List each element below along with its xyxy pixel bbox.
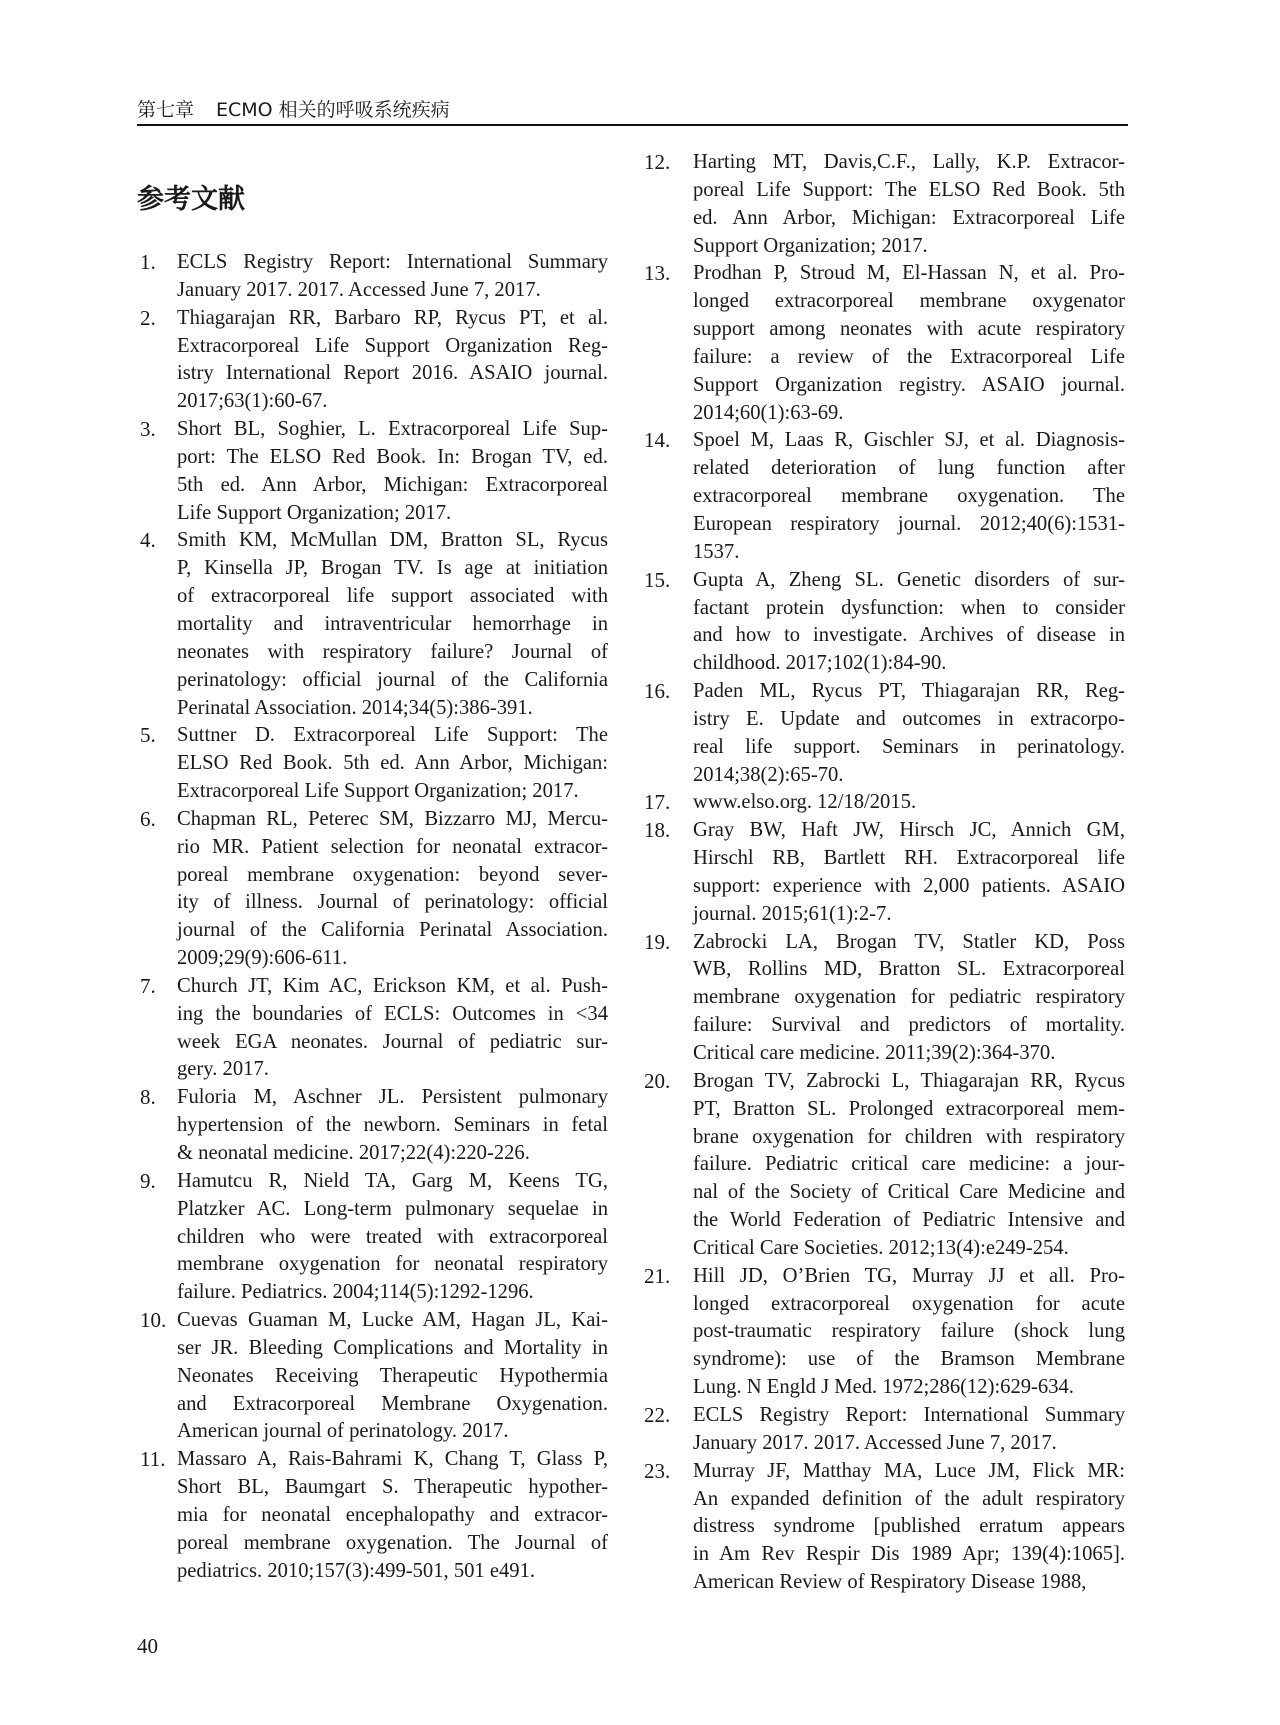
reference-line: American Review of Respiratory Disease 1988, — [693, 1571, 1087, 1594]
reference-line: neonates with respiratory failure? Journal of — [177, 640, 608, 663]
reference-line: related deterioration of lung function after — [693, 457, 1125, 480]
reference-line: Extracorporeal Life Support Organization Reg- — [177, 334, 608, 357]
reference-number: 16. — [644, 679, 671, 704]
reference-item — [140, 1307, 608, 1446]
reference-line: real life support. Seminars in perinatology. — [693, 735, 1125, 758]
reference-number: 14. — [644, 428, 671, 453]
reference-item — [140, 305, 608, 416]
reference-line: Smith KM, McMullan DM, Bratton SL, Rycus — [177, 529, 608, 552]
reference-line: journal. 2015;61(1):2-7. — [693, 902, 892, 925]
reference-text — [693, 567, 1125, 678]
reference-text — [693, 817, 1125, 928]
reference-line: poreal Life Support: The ELSO Red Book. 5th — [693, 178, 1125, 201]
reference-text — [693, 260, 1125, 427]
reference-line: the World Federation of Pediatric Intensive and — [693, 1209, 1125, 1232]
reference-item — [644, 789, 1125, 817]
reference-line: ing the boundaries of ECLS: Outcomes in <34 — [177, 1002, 608, 1025]
reference-line: nal of the Society of Critical Care Medicine and — [693, 1181, 1125, 1204]
reference-text — [177, 1446, 608, 1585]
reference-line: pediatrics. 2010;157(3):499-501, 501 e491. — [177, 1559, 536, 1582]
reference-line: Cuevas Guaman M, Lucke AM, Hagan JL, Kai- — [177, 1309, 608, 1332]
reference-item — [644, 1402, 1125, 1458]
reference-text — [177, 1084, 608, 1168]
reference-line: perinatology: official journal of the California — [177, 668, 608, 691]
reference-line: WB, Rollins MD, Bratton SL. Extracorporeal — [693, 958, 1125, 981]
header-rule — [137, 124, 1128, 126]
reference-line: Lung. N Engld J Med. 1972;286(12):629-634. — [693, 1376, 1074, 1399]
reference-line: Hamutcu R, Nield TA, Garg M, Keens TG, — [177, 1169, 608, 1192]
references-left-column — [140, 249, 608, 1586]
reference-line: Critical Care Societies. 2012;13(4):e249-254. — [693, 1236, 1069, 1259]
reference-line: 1537. — [693, 540, 740, 563]
reference-text — [693, 678, 1125, 789]
reference-number: 12. — [644, 150, 671, 174]
reference-line: journal of the California Perinatal Association. — [177, 919, 608, 942]
reference-text — [177, 806, 608, 973]
reference-line: Thiagarajan RR, Barbaro RP, Rycus PT, et al. — [177, 306, 608, 329]
reference-line: failure: a review of the Extracorporeal Life — [693, 345, 1125, 368]
reference-text — [177, 722, 608, 806]
reference-item — [140, 806, 608, 973]
chapter-number: 第七章 — [137, 99, 195, 121]
reference-line: Massaro A, Rais-Bahrami K, Chang T, Glass P, — [177, 1448, 608, 1471]
reference-number: 18. — [644, 818, 671, 843]
reference-item — [140, 722, 608, 806]
reference-line: ECLS Registry Report: International Summary — [693, 1403, 1125, 1426]
reference-line: Gray BW, Haft JW, Hirsch JC, Annich GM, — [693, 819, 1125, 842]
reference-line: post-traumatic respiratory failure (shock lung — [693, 1320, 1125, 1343]
reference-line: 2014;38(2):65-70. — [693, 763, 844, 786]
running-header — [137, 96, 450, 124]
page-number: 40 — [137, 1634, 158, 1658]
reference-text — [693, 929, 1125, 1068]
reference-line: ECLS Registry Report: International Summary — [177, 251, 608, 273]
reference-number: 10. — [140, 1308, 167, 1333]
reference-line: poreal membrane oxygenation. The Journal of — [177, 1531, 608, 1554]
reference-number: 1. — [140, 250, 156, 274]
reference-item — [644, 1458, 1125, 1597]
reference-item — [140, 1446, 608, 1585]
reference-text — [693, 1402, 1125, 1458]
reference-number: 19. — [644, 929, 671, 954]
reference-line: P, Kinsella JP, Brogan TV. Is age at initiation — [177, 557, 608, 580]
reference-number: 3. — [140, 417, 156, 442]
reference-number: 9. — [140, 1168, 156, 1193]
reference-text — [177, 1168, 608, 1307]
reference-item — [140, 973, 608, 1084]
reference-item — [644, 678, 1125, 789]
reference-text — [693, 789, 1125, 817]
reference-line: 2017;63(1):60-67. — [177, 390, 328, 413]
references-right-column — [644, 149, 1125, 1597]
reference-number: 8. — [140, 1085, 156, 1110]
reference-line: & neonatal medicine. 2017;22(4):220-226. — [177, 1142, 530, 1164]
reference-line: mortality and intraventricular hemorrhage in — [177, 612, 608, 635]
reference-item — [140, 1168, 608, 1307]
reference-line: mia for neonatal encephalopathy and extracor- — [177, 1503, 608, 1526]
reference-line: 5th ed. Ann Arbor, Michigan: Extracorporeal — [177, 473, 608, 496]
reference-line: Spoel M, Laas R, Gischler SJ, et al. Diagnosis- — [693, 429, 1125, 452]
reference-line: Brogan TV, Zabrocki L, Thiagarajan RR, Rycus — [693, 1069, 1125, 1092]
reference-line: Zabrocki LA, Brogan TV, Statler KD, Poss — [693, 930, 1125, 953]
reference-line: syndrome): use of the Bramson Membrane — [693, 1348, 1125, 1371]
reference-line: gery. 2017. — [177, 1058, 269, 1081]
reference-line: istry International Report 2016. ASAIO journal. — [177, 362, 608, 385]
reference-line: port: The ELSO Red Book. In: Brogan TV, ed. — [177, 445, 608, 468]
reference-line: and Extracorporeal Membrane Oxygenation. — [177, 1392, 608, 1415]
reference-line: childhood. 2017;102(1):84-90. — [693, 652, 947, 675]
reference-line: failure: Survival and predictors of mortality. — [693, 1014, 1125, 1037]
reference-line: Support Organization; 2017. — [693, 234, 928, 257]
reference-line: Prodhan P, Stroud M, El-Hassan N, et al. Pro- — [693, 262, 1125, 285]
reference-line: 2014;60(1):63-69. — [693, 401, 844, 424]
reference-number: 4. — [140, 528, 156, 553]
reference-line: of extracorporeal life support associated with — [177, 585, 608, 608]
reference-line: Perinatal Association. 2014;34(5):386-391. — [177, 696, 533, 719]
reference-line: Harting MT, Davis,C.F., Lally, K.P. Extracor- — [693, 151, 1125, 173]
reference-line: distress syndrome [published erratum appears — [693, 1515, 1125, 1538]
reference-number: 7. — [140, 973, 156, 998]
reference-line: ser JR. Bleeding Complications and Mortality in — [177, 1336, 608, 1359]
reference-number: 6. — [140, 806, 156, 831]
reference-line: Gupta A, Zheng SL. Genetic disorders of sur- — [693, 568, 1125, 591]
reference-item — [140, 249, 608, 305]
reference-line: children who were treated with extracorporeal — [177, 1225, 608, 1248]
reference-line: brane oxygenation for children with respiratory — [693, 1125, 1125, 1148]
reference-line: Fuloria M, Aschner JL. Persistent pulmonary — [177, 1086, 608, 1109]
reference-line: January 2017. 2017. Accessed June 7, 2017. — [177, 278, 541, 301]
reference-number: 17. — [644, 790, 671, 815]
reference-number: 20. — [644, 1068, 671, 1093]
reference-line: membrane oxygenation for pediatric respiratory — [693, 986, 1125, 1009]
reference-item — [644, 567, 1125, 678]
reference-item — [644, 260, 1125, 427]
section-title: 参考文献 — [137, 184, 245, 215]
reference-number: 2. — [140, 305, 156, 330]
reference-item — [644, 817, 1125, 928]
reference-number: 15. — [644, 567, 671, 592]
reference-text — [177, 527, 608, 722]
reference-line: failure. Pediatrics. 2004;114(5):1292-1296. — [177, 1281, 534, 1304]
reference-line: PT, Bratton SL. Prolonged extracorporeal mem- — [693, 1097, 1125, 1120]
reference-line: poreal membrane oxygenation: beyond sever- — [177, 863, 608, 886]
reference-line: extracorporeal membrane oxygenation. The — [693, 485, 1125, 508]
reference-line: www.elso.org. 12/18/2015. — [693, 791, 917, 814]
reference-line: ELSO Red Book. 5th ed. Ann Arbor, Michigan: — [177, 752, 608, 775]
reference-line: Critical care medicine. 2011;39(2):364-370. — [693, 1042, 1056, 1064]
reference-item — [644, 1068, 1125, 1263]
reference-text — [693, 1458, 1125, 1597]
reference-line: and how to investigate. Archives of disease in — [693, 624, 1125, 647]
reference-item — [644, 427, 1125, 566]
reference-line: Neonates Receiving Therapeutic Hypothermia — [177, 1364, 608, 1387]
reference-item — [140, 416, 608, 527]
reference-text — [693, 149, 1125, 260]
reference-line: Murray JF, Matthay MA, Luce JM, Flick MR: — [693, 1459, 1125, 1482]
reference-line: Chapman RL, Peterec SM, Bizzarro MJ, Mercu- — [177, 807, 608, 830]
reference-line: failure. Pediatric critical care medicine: a jour- — [693, 1153, 1125, 1176]
reference-line: 2009;29(9):606-611. — [177, 947, 348, 970]
reference-text — [693, 1263, 1125, 1402]
reference-line: Suttner D. Extracorporeal Life Support: The — [177, 724, 608, 747]
reference-line: rio MR. Patient selection for neonatal extracor- — [177, 835, 608, 858]
reference-line: Life Support Organization; 2017. — [177, 501, 452, 524]
reference-line: ity of illness. Journal of perinatology: official — [177, 891, 608, 914]
chapter-title: ECMO 相关的呼吸系统疾病 — [216, 99, 450, 121]
reference-line: membrane oxygenation for neonatal respiratory — [177, 1253, 608, 1276]
reference-line: Church JT, Kim AC, Erickson KM, et al. Push- — [177, 974, 608, 997]
reference-line: American journal of perinatology. 2017. — [177, 1420, 509, 1443]
reference-item — [644, 929, 1125, 1068]
reference-text — [177, 973, 608, 1084]
reference-line: istry E. Update and outcomes in extracorpo- — [693, 707, 1125, 730]
reference-line: ed. Ann Arbor, Michigan: Extracorporeal Life — [693, 206, 1125, 229]
reference-line: Paden ML, Rycus PT, Thiagarajan RR, Reg- — [693, 680, 1125, 703]
reference-item — [644, 149, 1125, 260]
reference-line: Hill JD, O’Brien TG, Murray JJ et all. Pro- — [693, 1264, 1125, 1287]
reference-item — [644, 1263, 1125, 1402]
reference-line: Support Organization registry. ASAIO journal. — [693, 373, 1125, 396]
reference-line: support among neonates with acute respiratory — [693, 318, 1125, 341]
reference-line: Platzker AC. Long-term pulmonary sequelae in — [177, 1197, 608, 1220]
reference-line: in Am Rev Respir Dis 1989 Apr; 139(4):1065]. — [693, 1543, 1125, 1566]
reference-text — [177, 1307, 608, 1446]
reference-item — [140, 527, 608, 722]
reference-line: longed extracorporeal oxygenation for acute — [693, 1292, 1125, 1315]
reference-line: Hirschl RB, Bartlett RH. Extracorporeal life — [693, 847, 1125, 870]
reference-line: longed extracorporeal membrane oxygenator — [693, 290, 1125, 313]
reference-line: Short BL, Baumgart S. Therapeutic hypother- — [177, 1476, 608, 1499]
reference-item — [140, 1084, 608, 1168]
reference-line: support: experience with 2,000 patients. ASAIO — [693, 874, 1125, 897]
reference-text — [693, 1068, 1125, 1263]
reference-number: 13. — [644, 261, 671, 286]
reference-number: 22. — [644, 1402, 671, 1427]
reference-number: 5. — [140, 723, 156, 748]
reference-line: An expanded definition of the adult respiratory — [693, 1487, 1125, 1510]
reference-line: hypertension of the newborn. Seminars in fetal — [177, 1114, 608, 1137]
reference-number: 21. — [644, 1263, 671, 1288]
reference-text — [177, 305, 608, 416]
reference-text — [177, 416, 608, 527]
reference-line: January 2017. 2017. Accessed June 7, 2017. — [693, 1431, 1057, 1454]
reference-number: 23. — [644, 1458, 671, 1483]
reference-text — [693, 427, 1125, 566]
reference-line: week EGA neonates. Journal of pediatric sur- — [177, 1030, 608, 1053]
reference-line: Extracorporeal Life Support Organization; 2017. — [177, 780, 579, 803]
reference-number: 11. — [140, 1447, 166, 1472]
reference-line: factant protein dysfunction: when to consider — [693, 596, 1125, 619]
reference-line: Short BL, Soghier, L. Extracorporeal Life Sup- — [177, 418, 608, 441]
reference-text — [177, 249, 608, 305]
reference-line: European respiratory journal. 2012;40(6):1531- — [693, 512, 1125, 535]
